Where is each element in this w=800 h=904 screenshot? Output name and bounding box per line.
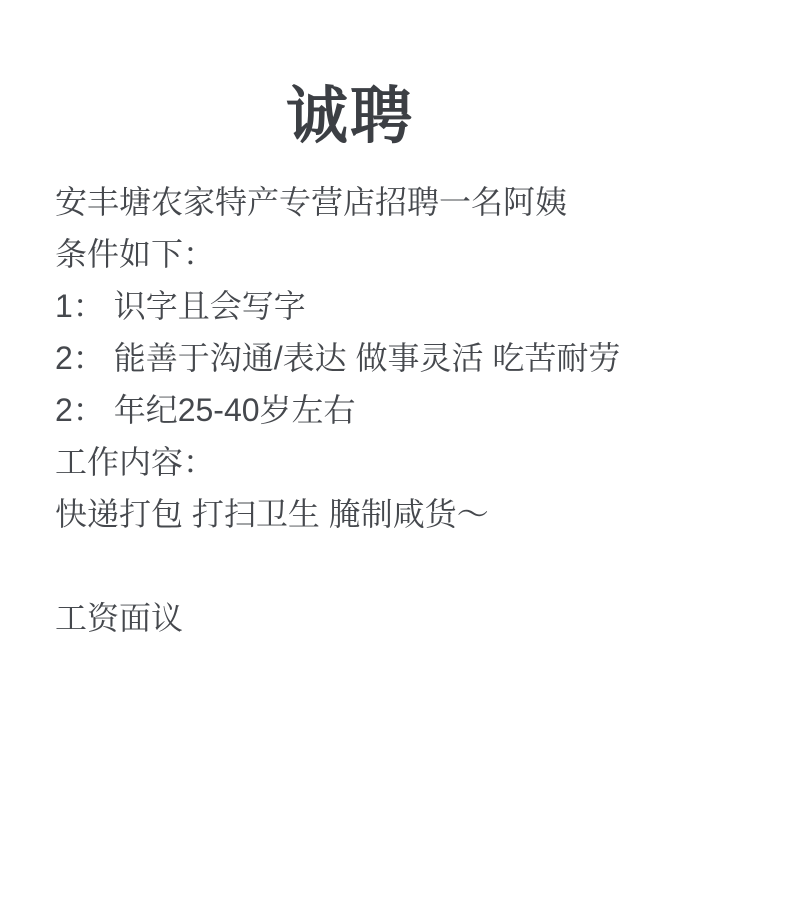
- notice-line-blank: [55, 540, 800, 592]
- notice-line-job-content: 工作内容：: [55, 444, 216, 480]
- notice-line-condition-3: 2： 年纪25-40岁左右: [55, 392, 356, 428]
- notice-line-job-tasks: 快递打包 打扫卫生 腌制咸货～: [55, 496, 489, 532]
- notice-line-condition-1: 1： 识字且会写字: [55, 288, 306, 324]
- page-title: 诚聘: [285, 82, 414, 151]
- notice-line-salary: 工资面议: [55, 600, 184, 636]
- notice-line-intro: 安丰塘农家特产专营店招聘一名阿姨: [55, 184, 568, 220]
- notice-line-condition-2: 2： 能善于沟通/表达 做事灵活 吃苦耐劳: [55, 340, 621, 376]
- notice-line-conditions: 条件如下：: [55, 236, 216, 272]
